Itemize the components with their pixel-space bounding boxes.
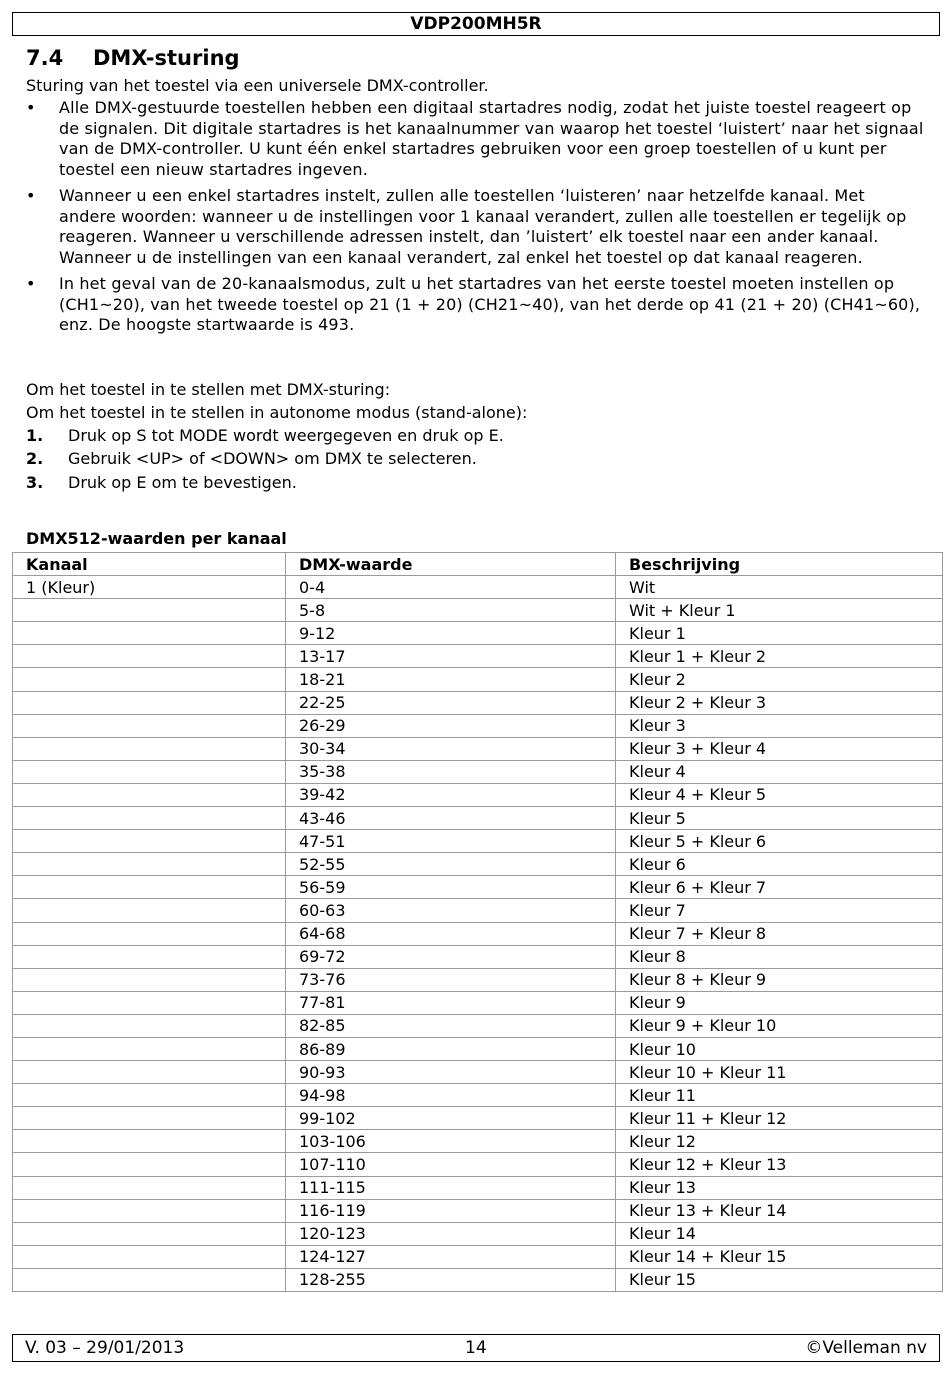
table-row [13, 1268, 943, 1291]
cell-dmx-waarde: 73-76 [286, 968, 616, 991]
cell-beschrijving: Kleur 4 [616, 760, 943, 783]
table-row [13, 1107, 943, 1130]
table-row [13, 599, 943, 622]
cell-kanaal [13, 945, 286, 968]
cell-beschrijving: Kleur 6 [616, 853, 943, 876]
cell-dmx-waarde: 69-72 [286, 945, 616, 968]
table-row [13, 991, 943, 1014]
table-row [13, 622, 943, 645]
cell-dmx-waarde: 111-115 [286, 1176, 616, 1199]
cell-kanaal [13, 714, 286, 737]
step-item [26, 449, 504, 472]
page-header [12, 12, 940, 36]
cell-dmx-waarde: 99-102 [286, 1107, 616, 1130]
table-row [13, 668, 943, 691]
cell-dmx-waarde: 5-8 [286, 599, 616, 622]
cell-dmx-waarde: 128-255 [286, 1268, 616, 1291]
cell-beschrijving: Kleur 15 [616, 1268, 943, 1291]
steps-list [26, 426, 504, 496]
cell-kanaal [13, 645, 286, 668]
cell-dmx-waarde: 43-46 [286, 807, 616, 830]
intro-text: Sturing van het toestel via een universele DMX-controller. [26, 76, 489, 95]
cell-dmx-waarde: 86-89 [286, 1037, 616, 1060]
cell-kanaal [13, 737, 286, 760]
cell-dmx-waarde: 120-123 [286, 1222, 616, 1245]
cell-kanaal [13, 691, 286, 714]
bullet-item [26, 98, 926, 180]
cell-dmx-waarde: 60-63 [286, 899, 616, 922]
cell-beschrijving: Kleur 8 [616, 945, 943, 968]
column-header-kanaal: Kanaal [13, 553, 286, 576]
step-item [26, 473, 504, 496]
table-row [13, 1153, 943, 1176]
bullet-icon: • [26, 274, 36, 293]
cell-kanaal [13, 853, 286, 876]
cell-dmx-waarde: 94-98 [286, 1084, 616, 1107]
table-row [13, 1176, 943, 1199]
cell-kanaal [13, 1061, 286, 1084]
cell-kanaal [13, 991, 286, 1014]
bullet-icon: • [26, 98, 36, 117]
cell-beschrijving: Kleur 5 [616, 807, 943, 830]
cell-kanaal [13, 1107, 286, 1130]
cell-kanaal [13, 968, 286, 991]
step-item [26, 426, 504, 449]
cell-dmx-waarde: 56-59 [286, 876, 616, 899]
step-number: 2. [26, 449, 44, 469]
column-header-dmx-waarde: DMX-waarde [286, 553, 616, 576]
cell-beschrijving: Kleur 11 + Kleur 12 [616, 1107, 943, 1130]
cell-kanaal [13, 1176, 286, 1199]
cell-kanaal [13, 760, 286, 783]
cell-dmx-waarde: 103-106 [286, 1130, 616, 1153]
table-header-row [13, 553, 943, 576]
cell-beschrijving: Kleur 2 + Kleur 3 [616, 691, 943, 714]
cell-beschrijving: Kleur 9 [616, 991, 943, 1014]
table-row [13, 922, 943, 945]
table-title: DMX512-waarden per kanaal [26, 529, 287, 548]
cell-beschrijving: Kleur 9 + Kleur 10 [616, 1014, 943, 1037]
table-row [13, 830, 943, 853]
cell-beschrijving: Kleur 4 + Kleur 5 [616, 783, 943, 806]
section-heading: DMX-sturing [93, 46, 240, 70]
dmx-values-table [12, 552, 943, 1292]
setup-dmx-line: Om het toestel in te stellen met DMX-sturing: [26, 380, 391, 399]
cell-kanaal [13, 1245, 286, 1268]
table-row [13, 853, 943, 876]
cell-beschrijving: Kleur 5 + Kleur 6 [616, 830, 943, 853]
bullet-item [26, 186, 926, 268]
step-text: Druk op E om te bevestigen. [68, 472, 297, 492]
step-number: 3. [26, 472, 44, 492]
cell-dmx-waarde: 52-55 [286, 853, 616, 876]
bullet-list [26, 98, 926, 342]
cell-beschrijving: Kleur 12 [616, 1130, 943, 1153]
cell-beschrijving: Kleur 1 + Kleur 2 [616, 645, 943, 668]
table-row [13, 1199, 943, 1222]
table-row [13, 691, 943, 714]
cell-beschrijving: Kleur 2 [616, 668, 943, 691]
cell-dmx-waarde: 77-81 [286, 991, 616, 1014]
copyright: ©Velleman nv [805, 1338, 927, 1358]
cell-kanaal [13, 876, 286, 899]
table-row [13, 807, 943, 830]
cell-kanaal [13, 807, 286, 830]
cell-dmx-waarde: 64-68 [286, 922, 616, 945]
cell-kanaal [13, 1014, 286, 1037]
cell-beschrijving: Kleur 7 + Kleur 8 [616, 922, 943, 945]
table-row [13, 1014, 943, 1037]
cell-kanaal [13, 1037, 286, 1060]
page-number: 14 [465, 1338, 487, 1358]
cell-dmx-waarde: 9-12 [286, 622, 616, 645]
table-row [13, 1130, 943, 1153]
cell-kanaal [13, 783, 286, 806]
setup-standalone-line: Om het toestel in te stellen in autonome modus (stand-alone): [26, 403, 528, 422]
cell-dmx-waarde: 47-51 [286, 830, 616, 853]
table-row [13, 1061, 943, 1084]
cell-beschrijving: Kleur 8 + Kleur 9 [616, 968, 943, 991]
table-row [13, 576, 943, 599]
table-row [13, 783, 943, 806]
cell-beschrijving: Kleur 6 + Kleur 7 [616, 876, 943, 899]
cell-beschrijving: Kleur 13 [616, 1176, 943, 1199]
table-row [13, 1245, 943, 1268]
step-text: Gebruik <UP> of <DOWN> om DMX te selecteren. [68, 449, 477, 469]
table-row [13, 1084, 943, 1107]
cell-dmx-waarde: 124-127 [286, 1245, 616, 1268]
table-row [13, 1222, 943, 1245]
cell-beschrijving: Kleur 11 [616, 1084, 943, 1107]
cell-dmx-waarde: 22-25 [286, 691, 616, 714]
table-row [13, 876, 943, 899]
table-body [13, 576, 943, 1292]
cell-kanaal [13, 1222, 286, 1245]
table-row [13, 760, 943, 783]
cell-kanaal [13, 622, 286, 645]
cell-beschrijving: Kleur 13 + Kleur 14 [616, 1199, 943, 1222]
cell-kanaal [13, 1153, 286, 1176]
page-footer [12, 1334, 940, 1362]
cell-beschrijving: Kleur 14 + Kleur 15 [616, 1245, 943, 1268]
section-title [26, 44, 240, 72]
cell-beschrijving: Kleur 14 [616, 1222, 943, 1245]
bullet-text: In het geval van de 20-kanaalsmodus, zult u het startadres van het eerste toestel moeten instellen op (CH1~20), van het tweede toestel op 21 (1 + 20) (CH21~40), van het derde op 41 (21 + 20) (CH41~60), enz. De hoogste startwaarde is 493. [59, 274, 921, 334]
cell-kanaal [13, 668, 286, 691]
cell-dmx-waarde: 13-17 [286, 645, 616, 668]
cell-beschrijving: Kleur 1 [616, 622, 943, 645]
step-text: Druk op S tot MODE wordt weergegeven en druk op E. [68, 426, 504, 445]
step-number: 1. [26, 426, 44, 445]
cell-kanaal [13, 1268, 286, 1291]
cell-dmx-waarde: 82-85 [286, 1014, 616, 1037]
column-header-beschrijving: Beschrijving [616, 553, 943, 576]
table-row [13, 645, 943, 668]
table-row [13, 945, 943, 968]
version-date: V. 03 – 29/01/2013 [25, 1338, 185, 1358]
cell-dmx-waarde: 18-21 [286, 668, 616, 691]
model-name: VDP200MH5R [410, 14, 542, 34]
bullet-text: Alle DMX-gestuurde toestellen hebben een digitaal startadres nodig, zodat het juiste toestel reageert op de signalen. Dit digitale startadres is het kanaalnummer van waarop het toestel ‘luistert’ naar het signaal van de DMX-controller. U kunt één enkel startadres gebruiken voor een groep toestellen of u kunt per toestel een nieuw startadres ingeven. [59, 98, 924, 179]
cell-kanaal [13, 899, 286, 922]
cell-dmx-waarde: 90-93 [286, 1061, 616, 1084]
cell-dmx-waarde: 35-38 [286, 760, 616, 783]
section-number: 7.4 [26, 46, 64, 70]
bullet-item [26, 274, 926, 336]
cell-kanaal [13, 922, 286, 945]
cell-dmx-waarde: 26-29 [286, 714, 616, 737]
table-row [13, 714, 943, 737]
cell-beschrijving: Kleur 3 [616, 714, 943, 737]
cell-kanaal: 1 (Kleur) [13, 576, 286, 599]
table-row [13, 899, 943, 922]
bullet-text: Wanneer u een enkel startadres instelt, zullen alle toestellen ‘luisteren’ naar hetzelfde kanaal. Met andere woorden: wanneer u de instellingen voor 1 kanaal verandert, zullen alle toestellen er tegelijk op reageren. Wanneer u verschillende adressen instelt, dan ’luistert’ elk toestel naar een ander kanaal. Wanneer u de instellingen van een kanaal verandert, zal enkel het toestel op dat kanaal reageren. [59, 186, 907, 267]
cell-beschrijving: Kleur 7 [616, 899, 943, 922]
cell-kanaal [13, 599, 286, 622]
cell-beschrijving: Wit + Kleur 1 [616, 599, 943, 622]
cell-dmx-waarde: 39-42 [286, 783, 616, 806]
cell-dmx-waarde: 30-34 [286, 737, 616, 760]
cell-beschrijving: Kleur 12 + Kleur 13 [616, 1153, 943, 1176]
cell-beschrijving: Kleur 10 [616, 1037, 943, 1060]
table-row [13, 968, 943, 991]
cell-dmx-waarde: 116-119 [286, 1199, 616, 1222]
cell-kanaal [13, 1130, 286, 1153]
cell-kanaal [13, 1084, 286, 1107]
cell-kanaal [13, 1199, 286, 1222]
cell-beschrijving: Kleur 3 + Kleur 4 [616, 737, 943, 760]
table-row [13, 737, 943, 760]
cell-kanaal [13, 830, 286, 853]
cell-dmx-waarde: 0-4 [286, 576, 616, 599]
table-row [13, 1037, 943, 1060]
cell-beschrijving: Wit [616, 576, 943, 599]
cell-dmx-waarde: 107-110 [286, 1153, 616, 1176]
cell-beschrijving: Kleur 10 + Kleur 11 [616, 1061, 943, 1084]
bullet-icon: • [26, 186, 36, 205]
